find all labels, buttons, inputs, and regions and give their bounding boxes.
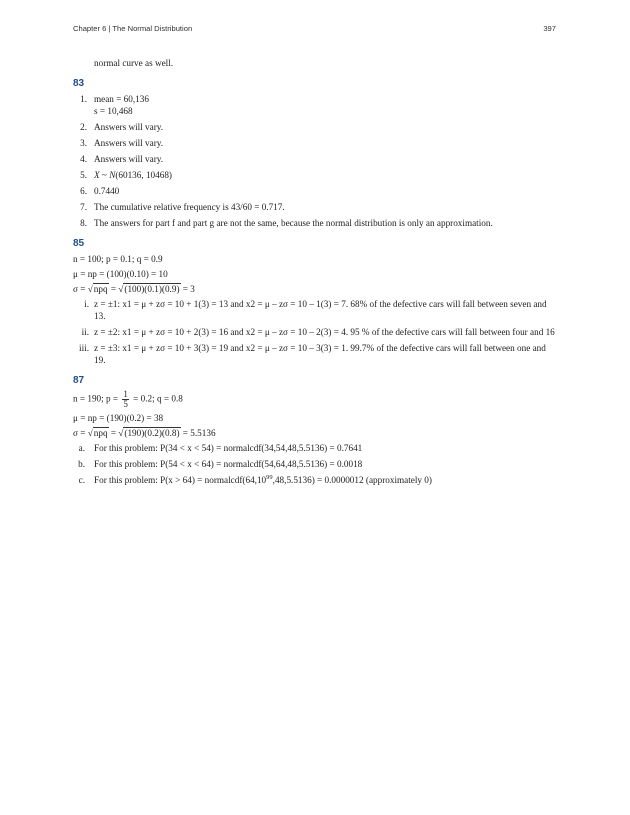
sigma-line: σ = √npq = √(190)(0.2)(0.8) = 5.5136 xyxy=(73,428,216,438)
item-text: z = ±1: x1 = μ + zσ = 10 + 1(3) = 13 and x2 = μ – zσ = 10 – 1(3) = 7. 68% of the defective cars will fall between seven and 13. xyxy=(94,299,547,321)
variable-x: X xyxy=(94,170,100,180)
list-item xyxy=(73,137,557,149)
params-pre: n = 190; p = xyxy=(73,393,121,404)
params-line xyxy=(73,390,557,409)
item-text: For this problem: P(34 < x < 54) = normalcdf(34,54,48,5.5136) = 0.7641 xyxy=(94,443,363,453)
item-text: Answers will vary. xyxy=(94,154,164,164)
item-number: i. xyxy=(84,299,89,309)
item-text: z = ±3: x1 = μ + zσ = 10 + 3(3) = 19 and x2 = μ – zσ = 10 – 3(3) = 1. 99.7% of the defective cars will fall between one and 19. xyxy=(94,343,546,365)
list-item xyxy=(73,298,557,322)
list-item xyxy=(73,217,557,229)
radical-values: (100)(0.1)(0.9) xyxy=(124,284,180,294)
list-item xyxy=(73,121,557,133)
list-item xyxy=(73,326,557,338)
problem-85-answers xyxy=(73,298,557,366)
exponent: 99 xyxy=(266,473,273,481)
item-text-pre: For this problem: P(x > 64) = normalcdf(64,10 xyxy=(94,475,267,485)
radical-values: (190)(0.2)(0.8) xyxy=(124,428,180,438)
item-text: Answers will vary. xyxy=(94,122,164,132)
list-item xyxy=(73,169,557,181)
list-item xyxy=(73,458,557,470)
problem-83-answers xyxy=(73,93,557,229)
carryover-text: normal curve as well. xyxy=(94,58,174,68)
item-number: 7. xyxy=(80,202,87,212)
item-number: 2. xyxy=(80,122,87,132)
normal-symbol: N xyxy=(109,170,116,180)
item-text: Answers will vary. xyxy=(94,138,164,148)
list-item xyxy=(73,185,557,197)
params-line: n = 100; p = 0.1; q = 0.9 xyxy=(73,254,163,264)
page-header xyxy=(73,24,556,38)
equals: = xyxy=(108,284,119,294)
problem-87-answers xyxy=(73,442,557,486)
item-text-post: ,48,5.5136) = 0.0000012 (approximately 0) xyxy=(272,475,432,485)
item-number: 6. xyxy=(80,186,87,196)
fraction-denominator: 5 xyxy=(123,399,128,409)
radical-npq: npq xyxy=(93,284,108,294)
problem-heading-85: 85 xyxy=(73,238,85,249)
params-post: = 0.2; q = 0.8 xyxy=(130,393,183,404)
item-text: 0.7440 xyxy=(94,186,120,196)
item-text: mean = 60,136 xyxy=(94,94,149,104)
item-number: a. xyxy=(78,443,85,453)
item-number: 5. xyxy=(80,170,87,180)
list-item xyxy=(73,442,557,454)
list-item xyxy=(73,201,557,213)
item-text: z = ±2: x1 = μ + zσ = 10 + 2(3) = 16 and x2 = μ – zσ = 10 – 2(3) = 4. 95 % of the defective cars will fall between four and 16 xyxy=(94,327,555,337)
chapter-title: Chapter 6 | The Normal Distribution xyxy=(73,24,193,33)
mean-line: μ = np = (100)(0.10) = 10 xyxy=(73,269,168,279)
item-text: (60136, 10468) xyxy=(115,170,172,180)
mean-line: μ = np = (190)(0.2) = 38 xyxy=(73,413,164,423)
item-text: The cumulative relative frequency is 43/60 = 0.717. xyxy=(94,202,285,212)
item-number: 4. xyxy=(80,154,87,164)
list-item xyxy=(73,153,557,165)
item-text: The answers for part f and part g are not the same, because the normal distribution is only an approximation. xyxy=(94,218,493,228)
list-item xyxy=(73,342,557,366)
sigma-line: σ = √npq = √(100)(0.1)(0.9) = 3 xyxy=(73,284,195,294)
list-item xyxy=(73,93,557,117)
sigma-label: σ = xyxy=(73,284,88,294)
sigma-result: = 3 xyxy=(180,284,195,294)
item-text: For this problem: P(54 < x < 64) = normalcdf(54,64,48,5.5136) = 0.0018 xyxy=(94,459,363,469)
item-number: 8. xyxy=(80,218,87,228)
equals: = xyxy=(108,428,119,438)
tilde: ~ xyxy=(99,170,110,180)
page-content xyxy=(73,57,557,495)
item-number: ii. xyxy=(81,327,89,337)
list-item xyxy=(73,474,557,486)
page-number: 397 xyxy=(543,24,556,33)
item-number: c. xyxy=(78,475,85,485)
item-number: iii. xyxy=(79,343,89,353)
problem-heading-83: 83 xyxy=(73,78,85,89)
radical-npq: npq xyxy=(93,428,108,438)
item-number: 1. xyxy=(80,94,87,104)
problem-heading-87: 87 xyxy=(73,375,85,386)
item-number: 3. xyxy=(80,138,87,148)
item-number: b. xyxy=(78,459,85,469)
sigma-label: σ = xyxy=(73,428,88,438)
fraction xyxy=(122,390,129,409)
fraction-numerator: 1 xyxy=(123,389,128,399)
item-text: s = 10,468 xyxy=(94,106,133,116)
sigma-result: = 5.5136 xyxy=(180,428,216,438)
